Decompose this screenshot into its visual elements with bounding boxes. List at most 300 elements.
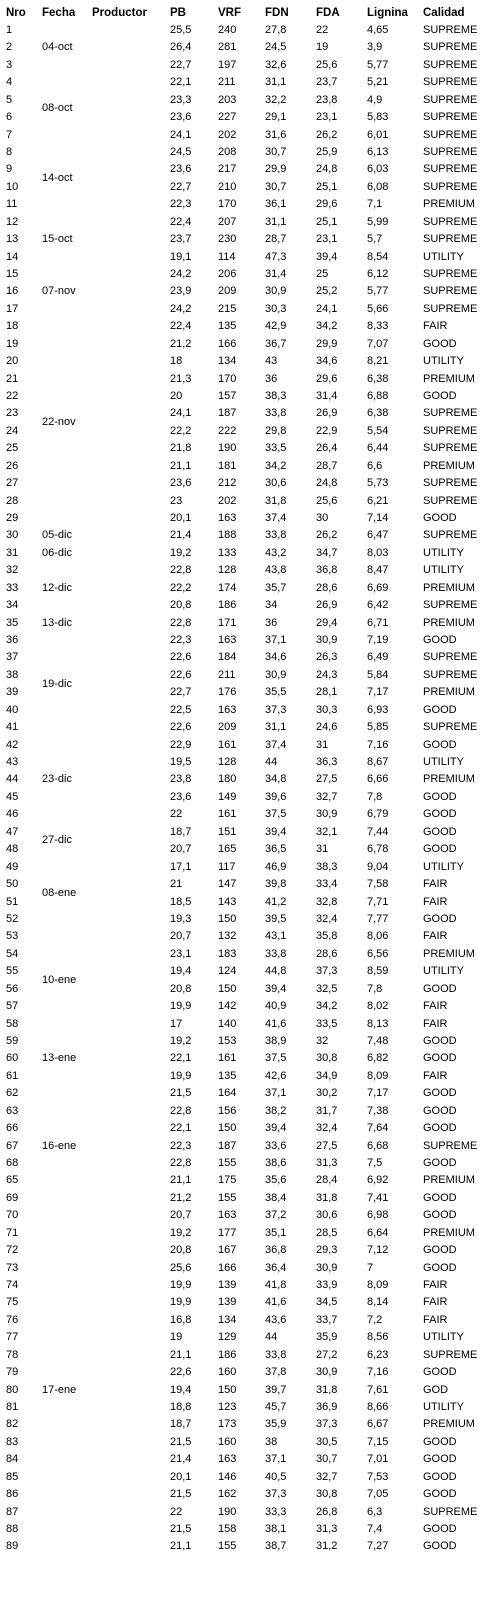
nro-cell: 67: [6, 1139, 19, 1152]
fdn-cell: 37,5: [265, 1052, 287, 1065]
fda-cell: 30,7: [316, 1453, 338, 1466]
nro-cell: 30: [6, 529, 19, 542]
fdn-cell: 34,6: [265, 651, 287, 664]
fda-cell: 31,2: [316, 1540, 338, 1553]
nro-cell: 12: [6, 215, 19, 228]
fda-cell: 30,9: [316, 808, 338, 821]
lignina-cell: 4,65: [367, 24, 389, 36]
lignina-cell: 6,66: [367, 773, 389, 786]
lignina-cell: 5,77: [367, 285, 389, 298]
fdn-cell: 37,8: [265, 1366, 287, 1379]
vrf-cell: 143: [218, 895, 237, 908]
pb-cell: 20,7: [170, 930, 192, 943]
fdn-cell: 41,6: [265, 1017, 287, 1030]
vrf-cell: 184: [218, 651, 237, 664]
fdn-cell: 39,7: [265, 1383, 287, 1396]
nro-cell: 29: [6, 512, 19, 525]
fda-cell: 25,2: [316, 285, 338, 298]
lignina-cell: 7,16: [367, 738, 389, 751]
calidad-cell: SUPREME: [423, 721, 478, 734]
pb-cell: 20,7: [170, 843, 192, 856]
header-row: [0, 5, 502, 22]
fdn-cell: 37,3: [265, 703, 287, 716]
fdn-cell: 30,3: [265, 302, 287, 315]
fda-cell: 25,1: [316, 215, 338, 228]
pb-cell: 23,1: [170, 947, 192, 960]
fda-cell: 30,5: [316, 1435, 338, 1448]
fda-cell: 28,1: [316, 686, 338, 699]
nro-cell: 88: [6, 1522, 19, 1535]
fdn-cell: 41,6: [265, 1296, 287, 1309]
fdn-cell: 30,6: [265, 477, 287, 490]
vrf-cell: 215: [218, 302, 237, 315]
table-row: [0, 946, 502, 963]
calidad-cell: GOOD: [423, 1470, 457, 1483]
nro-cell: 4: [6, 76, 13, 89]
pb-cell: 21,5: [170, 1087, 192, 1100]
table-row: [0, 789, 502, 806]
fdn-cell: 37,4: [265, 512, 287, 525]
fda-cell: 31,4: [316, 390, 338, 403]
lignina-cell: 7,12: [367, 1244, 389, 1257]
calidad-cell: PREMIUM: [423, 198, 475, 211]
nro-cell: 79: [6, 1366, 19, 1379]
pb-cell: 22,9: [170, 738, 192, 751]
calidad-cell: GOOD: [423, 738, 457, 751]
nro-cell: 20: [6, 355, 19, 368]
pb-cell: 22,2: [170, 424, 192, 437]
fdn-cell: 31,1: [265, 215, 287, 228]
fda-cell: 25: [316, 268, 329, 281]
fdn-cell: 35,7: [265, 581, 287, 594]
fdn-cell: 35,1: [265, 1226, 287, 1239]
table-row: [0, 1399, 502, 1416]
pb-cell: 22,4: [170, 215, 192, 228]
calidad-cell: SUPREME: [423, 407, 478, 420]
fda-cell: 35,8: [316, 930, 338, 943]
pb-cell: 22,6: [170, 651, 192, 664]
fdn-cell: 45,7: [265, 1400, 287, 1413]
fdn-cell: 37,1: [265, 634, 287, 647]
vrf-cell: 135: [218, 320, 237, 333]
lignina-cell: 5,7: [367, 233, 383, 246]
calidad-cell: PREMIUM: [423, 581, 475, 594]
vrf-cell: 124: [218, 965, 237, 978]
calidad-cell: GOOD: [423, 790, 457, 803]
calidad-cell: SUPREME: [423, 128, 478, 141]
table-row: [0, 1033, 502, 1050]
fdn-cell: 44,8: [265, 965, 287, 978]
table-row: [0, 510, 502, 527]
lignina-cell: 8,47: [367, 564, 389, 577]
table-row: [0, 1364, 502, 1381]
nro-cell: 76: [6, 1313, 19, 1326]
pb-cell: 24,2: [170, 302, 192, 315]
calidad-cell: GOOD: [423, 703, 457, 716]
calidad-cell: FAIR: [423, 895, 448, 908]
fda-cell: 23,1: [316, 111, 338, 124]
table-row: [0, 1469, 502, 1486]
fdn-cell: 33,8: [265, 529, 287, 542]
fda-cell: 22: [316, 24, 329, 36]
nro-cell: 46: [6, 808, 19, 821]
lignina-cell: 7,41: [367, 1191, 389, 1204]
calidad-cell: FAIR: [423, 1000, 448, 1013]
pb-cell: 19,9: [170, 1278, 192, 1291]
table-row: [0, 144, 502, 161]
nro-cell: 7: [6, 128, 13, 141]
lignina-cell: 8,66: [367, 1400, 389, 1413]
calidad-cell: SUPREME: [423, 529, 478, 542]
calidad-cell: SUPREME: [423, 93, 478, 106]
fdn-cell: 32,2: [265, 93, 287, 106]
nro-cell: 55: [6, 965, 19, 978]
fdn-cell: 33,8: [265, 1348, 287, 1361]
vrf-cell: 150: [218, 982, 237, 995]
calidad-cell: GOOD: [423, 1366, 457, 1379]
fda-cell: 32,4: [316, 1122, 338, 1135]
lignina-cell: 7,48: [367, 1034, 389, 1047]
calidad-cell: GOOD: [423, 1540, 457, 1553]
lignina-cell: 6,68: [367, 1139, 389, 1152]
fdn-cell: 37,4: [265, 738, 287, 751]
lignina-cell: 6,23: [367, 1348, 389, 1361]
pb-cell: 21,2: [170, 1191, 192, 1204]
pb-cell: 19,9: [170, 1000, 192, 1013]
fda-cell: 27,5: [316, 773, 338, 786]
vrf-cell: 142: [218, 1000, 237, 1013]
lignina-cell: 7,53: [367, 1470, 389, 1483]
calidad-cell: PREMIUM: [423, 686, 475, 699]
fdn-cell: 33,5: [265, 442, 287, 455]
vrf-cell: 170: [218, 372, 237, 385]
table-row: [0, 39, 502, 56]
lignina-cell: 8,06: [367, 930, 389, 943]
table-row: [0, 911, 502, 928]
calidad-cell: UTILITY: [423, 546, 464, 559]
fecha-group-label: 27-dic: [42, 834, 72, 847]
fdn-cell: 38,7: [265, 1540, 287, 1553]
vrf-cell: 173: [218, 1418, 237, 1431]
vrf-cell: 217: [218, 163, 237, 176]
fda-cell: 31,8: [316, 1383, 338, 1396]
nro-cell: 52: [6, 912, 19, 925]
calidad-cell: GOOD: [423, 1191, 457, 1204]
pb-cell: 22,3: [170, 634, 192, 647]
vrf-cell: 149: [218, 790, 237, 803]
lignina-cell: 5,77: [367, 58, 389, 71]
pb-cell: 22,8: [170, 616, 192, 629]
calidad-cell: GOOD: [423, 1156, 457, 1169]
lignina-cell: 7,16: [367, 1366, 389, 1379]
fda-cell: 32: [316, 1034, 329, 1047]
lignina-cell: 6,64: [367, 1226, 389, 1239]
lignina-cell: 3,9: [367, 41, 383, 54]
table-row: [0, 667, 502, 684]
lignina-cell: 6,79: [367, 808, 389, 821]
lignina-cell: 6,82: [367, 1052, 389, 1065]
vrf-cell: 155: [218, 1191, 237, 1204]
table-row: [0, 1085, 502, 1102]
calidad-cell: PREMIUM: [423, 947, 475, 960]
fda-cell: 33,9: [316, 1278, 338, 1291]
fdn-cell: 34: [265, 599, 278, 612]
pb-cell: 19,1: [170, 250, 192, 263]
header-fdn: FDN: [265, 7, 289, 19]
vrf-cell: 170: [218, 198, 237, 211]
nro-cell: 15: [6, 268, 19, 281]
nro-cell: 72: [6, 1244, 19, 1257]
nro-cell: 2: [6, 41, 13, 54]
pb-cell: 25,5: [170, 24, 192, 36]
vrf-cell: 202: [218, 128, 237, 141]
fdn-cell: 39,5: [265, 912, 287, 925]
table-row: [0, 440, 502, 457]
calidad-cell: SUPREME: [423, 424, 478, 437]
vrf-cell: 150: [218, 1383, 237, 1396]
fda-cell: 30,8: [316, 1052, 338, 1065]
fdn-cell: 27,8: [265, 24, 287, 36]
nro-cell: 8: [6, 146, 13, 158]
nro-cell: 60: [6, 1052, 19, 1065]
fdn-cell: 35,5: [265, 686, 287, 699]
pb-cell: 22,7: [170, 180, 192, 193]
table-row: [0, 214, 502, 231]
fda-cell: 25,9: [316, 146, 338, 158]
header-lignina: Lignina: [367, 7, 408, 19]
calidad-cell: GOOD: [423, 390, 457, 403]
fdn-cell: 34,8: [265, 773, 287, 786]
calidad-cell: SUPREME: [423, 302, 478, 315]
table-row: [0, 1155, 502, 1172]
nro-cell: 89: [6, 1540, 19, 1553]
vrf-cell: 183: [218, 947, 237, 960]
fda-cell: 22,9: [316, 424, 338, 437]
vrf-cell: 140: [218, 1017, 237, 1030]
fda-cell: 26,9: [316, 407, 338, 420]
vrf-cell: 281: [218, 41, 237, 54]
fda-cell: 30,9: [316, 1366, 338, 1379]
pb-cell: 23,3: [170, 93, 192, 106]
calidad-cell: UTILITY: [423, 250, 464, 263]
table-row: [0, 545, 502, 562]
fecha-group-label: 08-oct: [42, 102, 73, 115]
fda-cell: 29,9: [316, 337, 338, 350]
fdn-cell: 30,7: [265, 146, 287, 158]
header-fda: FDA: [316, 7, 340, 19]
lignina-cell: 8,21: [367, 355, 389, 368]
vrf-cell: 160: [218, 1435, 237, 1448]
fda-cell: 37,3: [316, 965, 338, 978]
fda-cell: 26,9: [316, 599, 338, 612]
vrf-cell: 150: [218, 1122, 237, 1135]
calidad-cell: GOOD: [423, 1244, 457, 1257]
lignina-cell: 6,21: [367, 494, 389, 507]
pb-cell: 19,4: [170, 965, 192, 978]
nro-cell: 9: [6, 163, 13, 176]
calidad-cell: FAIR: [423, 320, 448, 333]
vrf-cell: 133: [218, 546, 237, 559]
vrf-cell: 211: [218, 76, 236, 89]
pb-cell: 21,8: [170, 442, 192, 455]
fdn-cell: 43,2: [265, 546, 287, 559]
pb-cell: 23,6: [170, 163, 192, 176]
calidad-cell: FAIR: [423, 1296, 448, 1309]
lignina-cell: 6,49: [367, 651, 389, 664]
table-row: [0, 597, 502, 614]
lignina-cell: 9,04: [367, 860, 389, 873]
fdn-cell: 29,9: [265, 163, 287, 176]
table-row: [0, 719, 502, 736]
fdn-cell: 44: [265, 756, 278, 769]
vrf-cell: 186: [218, 1348, 237, 1361]
pb-cell: 22: [170, 808, 183, 821]
calidad-cell: FAIR: [423, 1313, 448, 1326]
nro-cell: 42: [6, 738, 19, 751]
pb-cell: 22,6: [170, 668, 192, 681]
lignina-cell: 6,78: [367, 843, 389, 856]
lignina-cell: 6,69: [367, 581, 389, 594]
calidad-cell: SUPREME: [423, 477, 478, 490]
fdn-cell: 35,9: [265, 1418, 287, 1431]
pb-cell: 22,1: [170, 76, 192, 89]
fdn-cell: 38,4: [265, 1191, 287, 1204]
fdn-cell: 44: [265, 1331, 278, 1344]
lignina-cell: 7,19: [367, 634, 389, 647]
calidad-cell: PREMIUM: [423, 459, 475, 472]
vrf-cell: 163: [218, 1453, 237, 1466]
pb-cell: 20,8: [170, 1244, 192, 1257]
fdn-cell: 28,7: [265, 233, 287, 246]
nro-cell: 70: [6, 1209, 19, 1222]
fdn-cell: 38,1: [265, 1522, 287, 1535]
header-calidad: Calidad: [423, 7, 465, 19]
table-row: [0, 109, 502, 126]
pb-cell: 22,8: [170, 1104, 192, 1117]
table-row: [0, 824, 502, 841]
table-row: [0, 859, 502, 876]
nro-cell: 39: [6, 686, 19, 699]
nro-cell: 71: [6, 1226, 19, 1239]
pb-cell: 19,5: [170, 756, 192, 769]
fdn-cell: 31,1: [265, 721, 287, 734]
vrf-cell: 163: [218, 1209, 237, 1222]
fdn-cell: 31,6: [265, 128, 287, 141]
pb-cell: 18,7: [170, 825, 192, 838]
nro-cell: 34: [6, 599, 19, 612]
fdn-cell: 36,1: [265, 198, 287, 211]
calidad-cell: SUPREME: [423, 24, 478, 36]
pb-cell: 22,8: [170, 564, 192, 577]
nro-cell: 6: [6, 111, 13, 124]
pb-cell: 24,1: [170, 128, 192, 141]
nro-cell: 56: [6, 982, 19, 995]
calidad-cell: SUPREME: [423, 41, 478, 54]
vrf-cell: 230: [218, 233, 237, 246]
nro-cell: 35: [6, 616, 19, 629]
table-row: [0, 998, 502, 1015]
pb-cell: 18,5: [170, 895, 192, 908]
nro-cell: 63: [6, 1104, 19, 1117]
pb-cell: 21,4: [170, 529, 192, 542]
fda-cell: 28,7: [316, 459, 338, 472]
fda-cell: 25,1: [316, 180, 338, 193]
fda-cell: 25,6: [316, 58, 338, 71]
nro-cell: 16: [6, 285, 19, 298]
calidad-cell: SUPREME: [423, 442, 478, 455]
pb-cell: 23,7: [170, 233, 192, 246]
pb-cell: 17,1: [170, 860, 192, 873]
vrf-cell: 156: [218, 1104, 237, 1117]
calidad-cell: SUPREME: [423, 1139, 478, 1152]
nro-cell: 38: [6, 668, 19, 681]
calidad-cell: GOOD: [423, 843, 457, 856]
calidad-cell: GOOD: [423, 982, 457, 995]
lignina-cell: 5,85: [367, 721, 389, 734]
nro-cell: 68: [6, 1156, 19, 1169]
vrf-cell: 161: [218, 808, 237, 821]
fecha-group-label: 05-dic: [42, 529, 72, 542]
calidad-cell: SUPREME: [423, 494, 478, 507]
vrf-cell: 128: [218, 564, 237, 577]
lignina-cell: 5,84: [367, 668, 389, 681]
table-row: [0, 806, 502, 823]
fda-cell: 34,7: [316, 546, 338, 559]
calidad-cell: GOOD: [423, 1122, 457, 1135]
fda-cell: 31,3: [316, 1156, 338, 1169]
calidad-cell: SUPREME: [423, 58, 478, 71]
table-row: [0, 737, 502, 754]
fda-cell: 35,9: [316, 1331, 338, 1344]
pb-cell: 19,2: [170, 1034, 192, 1047]
vrf-cell: 162: [218, 1488, 237, 1501]
fda-cell: 30,2: [316, 1087, 338, 1100]
fecha-group-label: 22-nov: [42, 416, 76, 429]
nro-cell: 49: [6, 860, 19, 873]
vrf-cell: 129: [218, 1331, 237, 1344]
pb-cell: 18,7: [170, 1418, 192, 1431]
pb-cell: 24,1: [170, 407, 192, 420]
table-row: [0, 1277, 502, 1294]
lignina-cell: 7,38: [367, 1104, 389, 1117]
table-row: [0, 336, 502, 353]
calidad-cell: PREMIUM: [423, 616, 475, 629]
pb-cell: 19,3: [170, 912, 192, 925]
pb-cell: 18: [170, 355, 183, 368]
lignina-cell: 8,33: [367, 320, 389, 333]
table-row: [0, 1329, 502, 1346]
table-row: [0, 1260, 502, 1277]
vrf-cell: 128: [218, 756, 237, 769]
fdn-cell: 30,9: [265, 285, 287, 298]
lignina-cell: 7,27: [367, 1540, 389, 1553]
header-fecha: Fecha: [42, 7, 76, 19]
calidad-cell: GOD: [423, 1383, 449, 1396]
vrf-cell: 211: [218, 668, 236, 681]
lignina-cell: 6,67: [367, 1418, 389, 1431]
fdn-cell: 38,2: [265, 1104, 287, 1117]
calidad-cell: SUPREME: [423, 599, 478, 612]
fdn-cell: 31,4: [265, 268, 287, 281]
nro-cell: 5: [6, 93, 13, 106]
vrf-cell: 163: [218, 634, 237, 647]
lignina-cell: 6,56: [367, 947, 389, 960]
nro-cell: 10: [6, 180, 19, 193]
vrf-cell: 227: [218, 111, 237, 124]
vrf-cell: 139: [218, 1278, 237, 1291]
fda-cell: 26,4: [316, 442, 338, 455]
calidad-cell: SUPREME: [423, 268, 478, 281]
